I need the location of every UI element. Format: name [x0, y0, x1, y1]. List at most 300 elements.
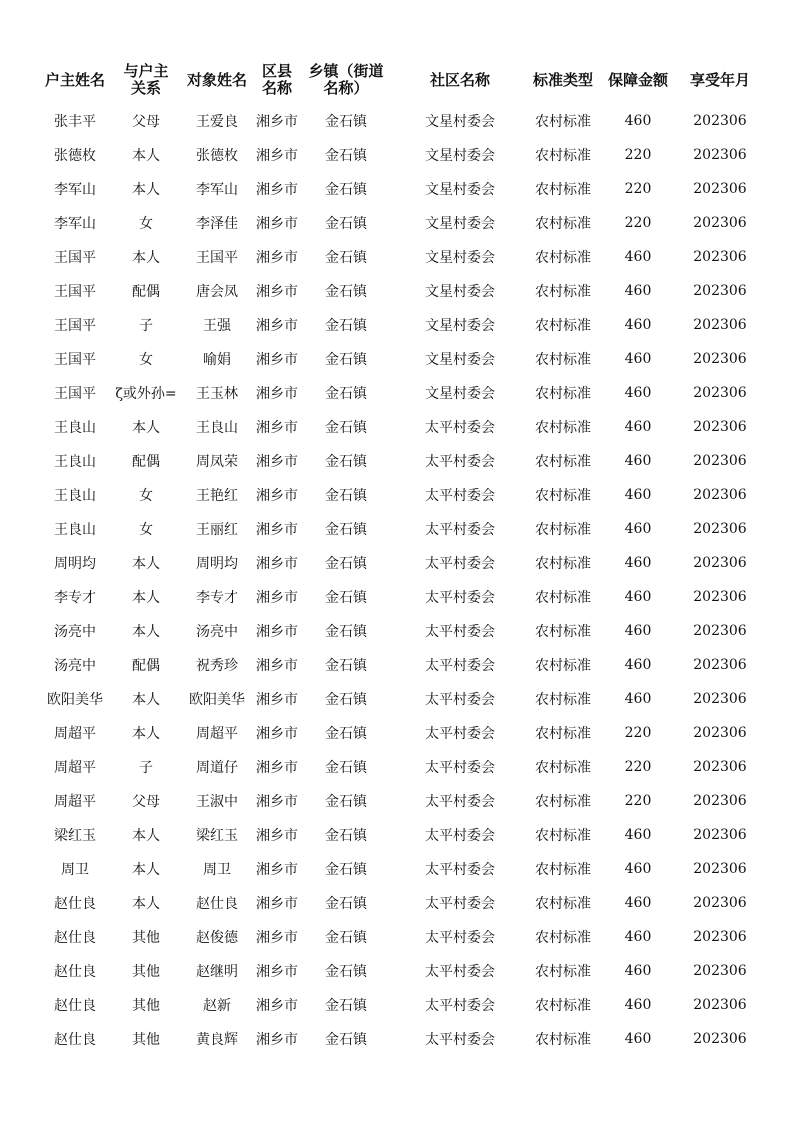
cell-recipient-name: 王良山	[196, 420, 238, 437]
header-line: 名称	[261, 79, 292, 97]
cell-county-name: 湘乡市	[256, 964, 298, 981]
cell-community-name: 文星村委会	[425, 386, 495, 403]
cell-relation-to-head: 其他	[132, 1032, 160, 1049]
cell-community-name: 太平村委会	[425, 420, 495, 437]
cell-standard-type: 农村标准	[535, 624, 591, 641]
cell-township-name: 金石镇	[325, 692, 367, 709]
cell-household-head-name: 欧阳美华	[47, 692, 103, 709]
cell-relation-to-head: 女	[139, 352, 153, 369]
cell-recipient-name: 周超平	[196, 726, 238, 743]
allowance-table	[40, 56, 760, 1056]
table-row	[40, 240, 760, 274]
cell-standard-type: 农村标准	[535, 658, 591, 675]
cell-benefit-month: 202306	[693, 793, 747, 810]
cell-relation-to-head: 本人	[132, 726, 160, 743]
cell-household-head-name: 王国平	[54, 352, 96, 369]
header-county-name	[252, 56, 302, 104]
cell-allowance-amount: 460	[624, 453, 652, 470]
cell-benefit-month: 202306	[693, 181, 747, 198]
cell-household-head-name: 赵仕良	[54, 930, 96, 947]
cell-benefit-month: 202306	[693, 283, 747, 300]
cell-recipient-name: 李专才	[196, 590, 238, 607]
cell-household-head-name: 王良山	[54, 522, 96, 539]
cell-allowance-amount: 460	[624, 283, 652, 300]
cell-township-name: 金石镇	[325, 1032, 367, 1049]
cell-benefit-month: 202306	[693, 623, 747, 640]
cell-county-name: 湘乡市	[256, 318, 298, 335]
cell-benefit-month: 202306	[693, 861, 747, 878]
cell-benefit-month: 202306	[693, 555, 747, 572]
cell-recipient-name: 赵继明	[196, 964, 238, 981]
cell-allowance-amount: 460	[624, 317, 652, 334]
cell-township-name: 金石镇	[325, 590, 367, 607]
cell-allowance-amount: 460	[624, 827, 652, 844]
table-row	[40, 546, 760, 580]
cell-community-name: 太平村委会	[425, 964, 495, 981]
cell-benefit-month: 202306	[693, 113, 747, 129]
cell-community-name: 太平村委会	[425, 760, 495, 777]
cell-benefit-month: 202306	[693, 147, 747, 164]
cell-community-name: 文星村委会	[425, 352, 495, 369]
cell-relation-to-head: 本人	[132, 624, 160, 641]
table-row	[40, 920, 760, 954]
cell-household-head-name: 赵仕良	[54, 998, 96, 1015]
cell-relation-to-head: ζ或外孙=	[115, 386, 177, 403]
cell-township-name: 金石镇	[325, 862, 367, 879]
cell-allowance-amount: 220	[624, 147, 652, 164]
cell-benefit-month: 202306	[693, 351, 747, 368]
cell-recipient-name: 王丽红	[196, 522, 238, 539]
header-line: 标准类型	[532, 70, 593, 89]
cell-relation-to-head: 父母	[132, 794, 160, 811]
table-row	[40, 750, 760, 784]
cell-allowance-amount: 460	[624, 861, 652, 878]
cell-community-name: 太平村委会	[425, 624, 495, 641]
cell-household-head-name: 王良山	[54, 454, 96, 471]
cell-township-name: 金石镇	[325, 488, 367, 505]
table-row	[40, 1022, 760, 1056]
cell-community-name: 太平村委会	[425, 658, 495, 675]
cell-county-name: 湘乡市	[256, 998, 298, 1015]
cell-standard-type: 农村标准	[535, 760, 591, 777]
cell-county-name: 湘乡市	[256, 386, 298, 403]
cell-relation-to-head: 其他	[132, 998, 160, 1015]
cell-household-head-name: 周超平	[54, 726, 96, 743]
cell-relation-to-head: 父母	[132, 114, 160, 130]
table-row	[40, 818, 760, 852]
table-row	[40, 682, 760, 716]
cell-benefit-month: 202306	[693, 317, 747, 334]
cell-standard-type: 农村标准	[535, 522, 591, 539]
cell-community-name: 太平村委会	[425, 692, 495, 709]
cell-township-name: 金石镇	[325, 556, 367, 573]
cell-allowance-amount: 460	[624, 249, 652, 266]
table-row	[40, 138, 760, 172]
cell-community-name: 太平村委会	[425, 998, 495, 1015]
header-line: 社区名称	[429, 70, 490, 89]
cell-county-name: 湘乡市	[256, 692, 298, 709]
cell-standard-type: 农村标准	[535, 352, 591, 369]
cell-county-name: 湘乡市	[256, 522, 298, 539]
cell-household-head-name: 李专才	[54, 590, 96, 607]
cell-community-name: 文星村委会	[425, 182, 495, 199]
table-row	[40, 206, 760, 240]
cell-standard-type: 农村标准	[535, 930, 591, 947]
table-row	[40, 342, 760, 376]
cell-relation-to-head: 女	[139, 522, 153, 539]
cell-standard-type: 农村标准	[535, 862, 591, 879]
table-row	[40, 886, 760, 920]
table-row	[40, 614, 760, 648]
cell-community-name: 文星村委会	[425, 284, 495, 301]
cell-benefit-month: 202306	[693, 385, 747, 402]
table-row	[40, 478, 760, 512]
cell-township-name: 金石镇	[325, 964, 367, 981]
cell-community-name: 太平村委会	[425, 862, 495, 879]
cell-standard-type: 农村标准	[535, 692, 591, 709]
cell-allowance-amount: 460	[624, 929, 652, 946]
cell-benefit-month: 202306	[693, 453, 747, 470]
cell-community-name: 太平村委会	[425, 454, 495, 471]
cell-community-name: 文星村委会	[425, 216, 495, 233]
cell-recipient-name: 周道仔	[196, 760, 238, 777]
cell-standard-type: 农村标准	[535, 794, 591, 811]
header-community-name	[390, 56, 530, 104]
table-row	[40, 308, 760, 342]
table-row	[40, 988, 760, 1022]
cell-allowance-amount: 460	[624, 895, 652, 912]
cell-standard-type: 农村标准	[535, 318, 591, 335]
cell-recipient-name: 赵仕良	[196, 896, 238, 913]
header-allowance-amount	[596, 56, 680, 104]
cell-recipient-name: 王艳红	[196, 488, 238, 505]
cell-standard-type: 农村标准	[535, 726, 591, 743]
cell-household-head-name: 王良山	[54, 488, 96, 505]
cell-benefit-month: 202306	[693, 691, 747, 708]
cell-relation-to-head: 配偶	[132, 658, 160, 675]
cell-county-name: 湘乡市	[256, 828, 298, 845]
cell-community-name: 太平村委会	[425, 794, 495, 811]
cell-benefit-month: 202306	[693, 521, 747, 538]
cell-relation-to-head: 女	[139, 488, 153, 505]
table-row	[40, 954, 760, 988]
header-line: 对象姓名	[186, 70, 247, 89]
header-line: 与户主	[123, 62, 169, 80]
cell-relation-to-head: 其他	[132, 930, 160, 947]
cell-standard-type: 农村标准	[535, 216, 591, 233]
cell-allowance-amount: 220	[624, 725, 652, 742]
cell-relation-to-head: 本人	[132, 556, 160, 573]
table-row	[40, 580, 760, 614]
cell-standard-type: 农村标准	[535, 964, 591, 981]
cell-recipient-name: 喻娟	[203, 352, 231, 369]
cell-allowance-amount: 220	[624, 793, 652, 810]
cell-household-head-name: 李军山	[54, 182, 96, 199]
cell-relation-to-head: 本人	[132, 182, 160, 199]
cell-county-name: 湘乡市	[256, 1032, 298, 1049]
cell-community-name: 太平村委会	[425, 896, 495, 913]
cell-township-name: 金石镇	[325, 216, 367, 233]
cell-community-name: 太平村委会	[425, 930, 495, 947]
header-household-head-name	[40, 56, 110, 104]
cell-recipient-name: 周凤荣	[196, 454, 238, 471]
cell-relation-to-head: 女	[139, 216, 153, 233]
cell-household-head-name: 周超平	[54, 760, 96, 777]
cell-relation-to-head: 配偶	[132, 284, 160, 301]
cell-county-name: 湘乡市	[256, 114, 298, 130]
cell-benefit-month: 202306	[693, 249, 747, 266]
cell-allowance-amount: 460	[624, 657, 652, 674]
cell-allowance-amount: 460	[624, 1031, 652, 1048]
cell-benefit-month: 202306	[693, 215, 747, 232]
cell-recipient-name: 王淑中	[196, 794, 238, 811]
cell-benefit-month: 202306	[693, 827, 747, 844]
cell-household-head-name: 李军山	[54, 216, 96, 233]
cell-relation-to-head: 本人	[132, 828, 160, 845]
cell-standard-type: 农村标准	[535, 148, 591, 165]
cell-recipient-name: 王国平	[196, 250, 238, 267]
cell-standard-type: 农村标准	[535, 454, 591, 471]
cell-household-head-name: 周卫	[61, 862, 89, 879]
table-row	[40, 716, 760, 750]
table-header	[40, 56, 760, 104]
cell-township-name: 金石镇	[325, 794, 367, 811]
cell-county-name: 湘乡市	[256, 896, 298, 913]
cell-township-name: 金石镇	[325, 114, 367, 130]
cell-benefit-month: 202306	[693, 759, 747, 776]
cell-relation-to-head: 本人	[132, 590, 160, 607]
table-row	[40, 104, 760, 138]
cell-township-name: 金石镇	[325, 930, 367, 947]
cell-community-name: 文星村委会	[425, 250, 495, 267]
cell-township-name: 金石镇	[325, 284, 367, 301]
cell-relation-to-head: 本人	[132, 250, 160, 267]
table-row	[40, 376, 760, 410]
header-line: 乡镇（街道	[308, 62, 384, 80]
cell-allowance-amount: 460	[624, 351, 652, 368]
cell-household-head-name: 汤亮中	[54, 658, 96, 675]
cell-township-name: 金石镇	[325, 896, 367, 913]
cell-township-name: 金石镇	[325, 828, 367, 845]
cell-standard-type: 农村标准	[535, 284, 591, 301]
cell-county-name: 湘乡市	[256, 930, 298, 947]
table-row	[40, 648, 760, 682]
cell-household-head-name: 周超平	[54, 794, 96, 811]
cell-household-head-name: 赵仕良	[54, 964, 96, 981]
cell-county-name: 湘乡市	[256, 250, 298, 267]
cell-county-name: 湘乡市	[256, 760, 298, 777]
cell-county-name: 湘乡市	[256, 658, 298, 675]
header-line: 关系	[130, 79, 161, 97]
cell-household-head-name: 张德枚	[54, 148, 96, 165]
cell-community-name: 文星村委会	[425, 114, 495, 130]
cell-relation-to-head: 本人	[132, 420, 160, 437]
cell-standard-type: 农村标准	[535, 420, 591, 437]
cell-household-head-name: 王良山	[54, 420, 96, 437]
cell-household-head-name: 王国平	[54, 386, 96, 403]
table-row	[40, 410, 760, 444]
cell-allowance-amount: 220	[624, 181, 652, 198]
cell-community-name: 太平村委会	[425, 828, 495, 845]
cell-township-name: 金石镇	[325, 522, 367, 539]
cell-standard-type: 农村标准	[535, 1032, 591, 1049]
cell-community-name: 文星村委会	[425, 148, 495, 165]
header-line: 区县	[261, 62, 292, 80]
cell-community-name: 太平村委会	[425, 556, 495, 573]
cell-recipient-name: 祝秀珍	[196, 658, 238, 675]
cell-township-name: 金石镇	[325, 658, 367, 675]
cell-recipient-name: 周卫	[203, 862, 231, 879]
cell-allowance-amount: 460	[624, 487, 652, 504]
cell-benefit-month: 202306	[693, 657, 747, 674]
cell-relation-to-head: 子	[139, 318, 153, 335]
cell-household-head-name: 梁红玉	[54, 828, 96, 845]
cell-allowance-amount: 460	[624, 963, 652, 980]
cell-township-name: 金石镇	[325, 454, 367, 471]
cell-benefit-month: 202306	[693, 725, 747, 742]
table-row	[40, 784, 760, 818]
cell-standard-type: 农村标准	[535, 488, 591, 505]
cell-allowance-amount: 460	[624, 691, 652, 708]
cell-allowance-amount: 460	[624, 997, 652, 1014]
cell-township-name: 金石镇	[325, 624, 367, 641]
table-row	[40, 172, 760, 206]
cell-allowance-amount: 460	[624, 623, 652, 640]
header-line: 名称）	[323, 79, 369, 97]
cell-recipient-name: 黄良辉	[196, 1032, 238, 1049]
cell-allowance-amount: 460	[624, 385, 652, 402]
cell-recipient-name: 赵俊德	[196, 930, 238, 947]
cell-community-name: 文星村委会	[425, 318, 495, 335]
cell-township-name: 金石镇	[325, 998, 367, 1015]
cell-county-name: 湘乡市	[256, 182, 298, 199]
cell-township-name: 金石镇	[325, 182, 367, 199]
cell-recipient-name: 李泽佳	[196, 216, 238, 233]
cell-community-name: 太平村委会	[425, 590, 495, 607]
cell-recipient-name: 王爱良	[196, 114, 238, 130]
cell-county-name: 湘乡市	[256, 862, 298, 879]
cell-benefit-month: 202306	[693, 895, 747, 912]
cell-township-name: 金石镇	[325, 386, 367, 403]
header-relation-to-head	[110, 56, 182, 104]
cell-benefit-month: 202306	[693, 1031, 747, 1048]
cell-county-name: 湘乡市	[256, 624, 298, 641]
header-line: 保障金额	[607, 70, 668, 89]
cell-standard-type: 农村标准	[535, 386, 591, 403]
table-row	[40, 274, 760, 308]
cell-benefit-month: 202306	[693, 419, 747, 436]
table-body	[40, 104, 760, 1056]
cell-allowance-amount: 460	[624, 555, 652, 572]
cell-county-name: 湘乡市	[256, 488, 298, 505]
cell-community-name: 太平村委会	[425, 726, 495, 743]
cell-county-name: 湘乡市	[256, 794, 298, 811]
cell-benefit-month: 202306	[693, 997, 747, 1014]
cell-benefit-month: 202306	[693, 589, 747, 606]
cell-allowance-amount: 460	[624, 419, 652, 436]
cell-standard-type: 农村标准	[535, 182, 591, 199]
cell-household-head-name: 赵仕良	[54, 896, 96, 913]
header-line: 享受年月	[689, 70, 750, 89]
cell-household-head-name: 王国平	[54, 318, 96, 335]
cell-recipient-name: 欧阳美华	[189, 692, 245, 709]
cell-relation-to-head: 本人	[132, 148, 160, 165]
cell-allowance-amount: 460	[624, 589, 652, 606]
cell-benefit-month: 202306	[693, 963, 747, 980]
cell-household-head-name: 周明均	[54, 556, 96, 573]
cell-recipient-name: 周明均	[196, 556, 238, 573]
cell-recipient-name: 汤亮中	[196, 624, 238, 641]
cell-relation-to-head: 其他	[132, 964, 160, 981]
cell-recipient-name: 唐会凤	[196, 284, 238, 301]
cell-standard-type: 农村标准	[535, 250, 591, 267]
cell-standard-type: 农村标准	[535, 114, 591, 130]
cell-recipient-name: 王强	[203, 318, 231, 335]
cell-recipient-name: 王玉林	[196, 386, 238, 403]
cell-township-name: 金石镇	[325, 420, 367, 437]
header-recipient-name	[182, 56, 252, 104]
cell-household-head-name: 王国平	[54, 284, 96, 301]
cell-standard-type: 农村标准	[535, 998, 591, 1015]
cell-township-name: 金石镇	[325, 760, 367, 777]
cell-allowance-amount: 460	[624, 521, 652, 538]
cell-allowance-amount: 220	[624, 759, 652, 776]
cell-benefit-month: 202306	[693, 487, 747, 504]
cell-county-name: 湘乡市	[256, 216, 298, 233]
cell-community-name: 太平村委会	[425, 488, 495, 505]
cell-township-name: 金石镇	[325, 148, 367, 165]
table-row	[40, 512, 760, 546]
cell-benefit-month: 202306	[693, 929, 747, 946]
cell-recipient-name: 李军山	[196, 182, 238, 199]
cell-community-name: 太平村委会	[425, 1032, 495, 1049]
cell-county-name: 湘乡市	[256, 590, 298, 607]
cell-allowance-amount: 220	[624, 215, 652, 232]
cell-county-name: 湘乡市	[256, 148, 298, 165]
cell-county-name: 湘乡市	[256, 726, 298, 743]
cell-county-name: 湘乡市	[256, 556, 298, 573]
table-row	[40, 852, 760, 886]
cell-standard-type: 农村标准	[535, 896, 591, 913]
cell-county-name: 湘乡市	[256, 420, 298, 437]
cell-household-head-name: 王国平	[54, 250, 96, 267]
cell-relation-to-head: 本人	[132, 692, 160, 709]
header-township-name	[302, 56, 390, 104]
cell-household-head-name: 汤亮中	[54, 624, 96, 641]
cell-recipient-name: 张德枚	[196, 148, 238, 165]
cell-allowance-amount: 460	[624, 113, 652, 129]
cell-relation-to-head: 子	[139, 760, 153, 777]
header-line: 户主姓名	[44, 70, 105, 89]
cell-county-name: 湘乡市	[256, 454, 298, 471]
table-row	[40, 444, 760, 478]
cell-township-name: 金石镇	[325, 318, 367, 335]
header-benefit-month	[680, 56, 760, 104]
cell-standard-type: 农村标准	[535, 590, 591, 607]
cell-township-name: 金石镇	[325, 250, 367, 267]
cell-community-name: 太平村委会	[425, 522, 495, 539]
cell-township-name: 金石镇	[325, 726, 367, 743]
cell-relation-to-head: 本人	[132, 896, 160, 913]
cell-county-name: 湘乡市	[256, 352, 298, 369]
header-standard-type	[530, 56, 596, 104]
cell-standard-type: 农村标准	[535, 828, 591, 845]
cell-relation-to-head: 本人	[132, 862, 160, 879]
cell-recipient-name: 梁红玉	[196, 828, 238, 845]
cell-recipient-name: 赵新	[203, 998, 231, 1015]
cell-county-name: 湘乡市	[256, 284, 298, 301]
cell-township-name: 金石镇	[325, 352, 367, 369]
